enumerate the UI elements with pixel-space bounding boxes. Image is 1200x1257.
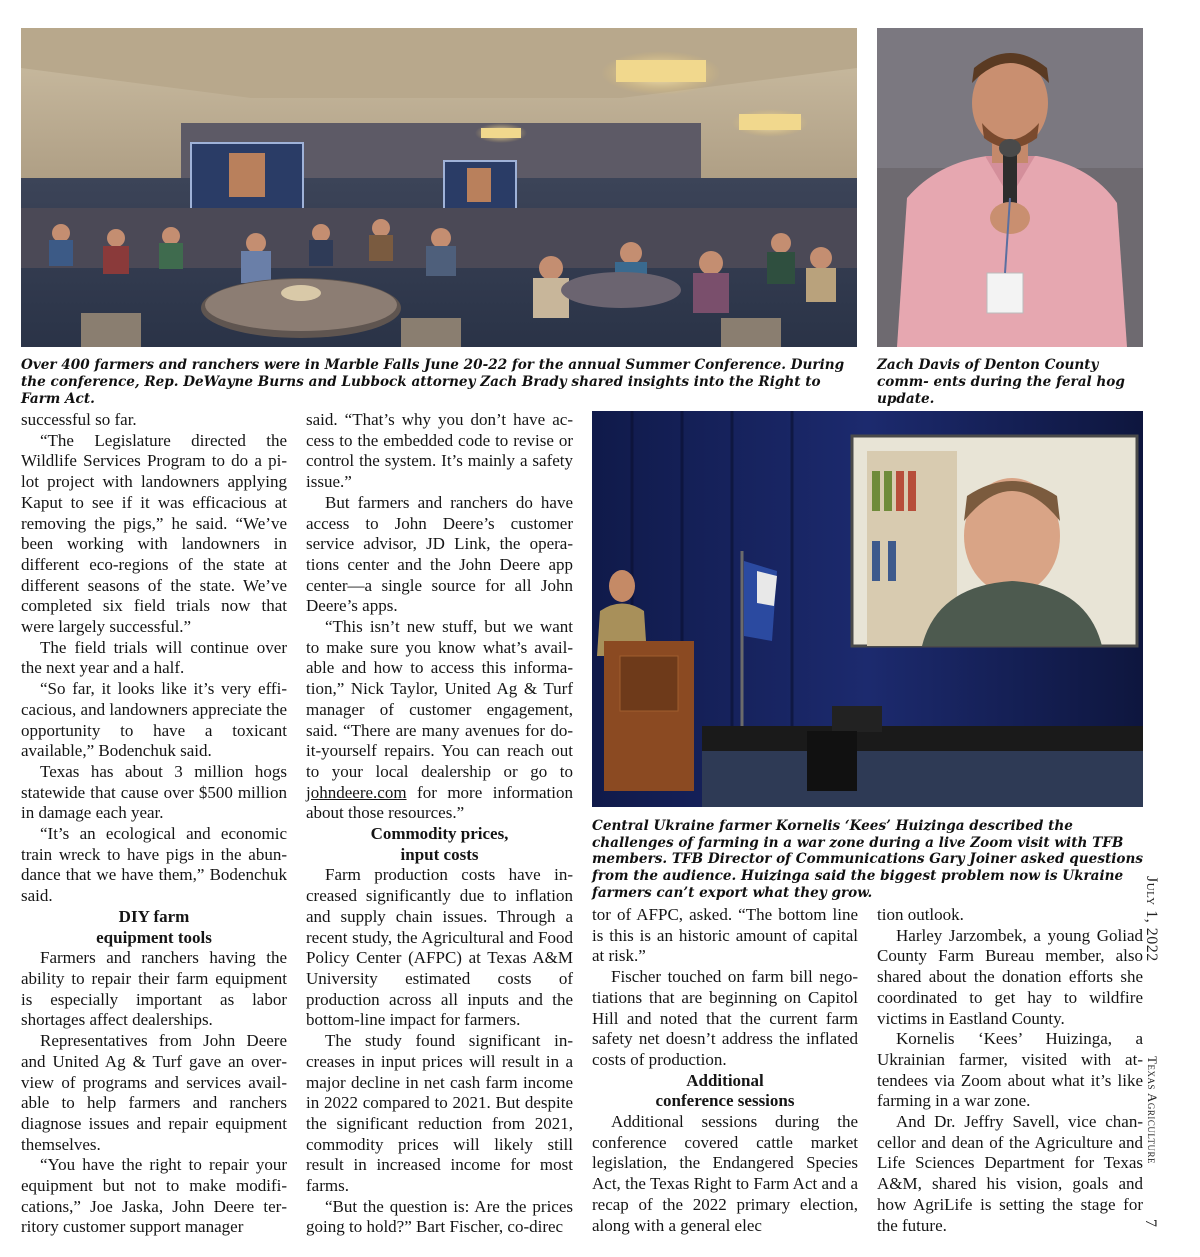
subheading-line: input costs xyxy=(400,844,479,864)
conference-hall-photo xyxy=(21,28,857,347)
ukraine-zoom-photo xyxy=(592,411,1143,807)
subheading-diy-farm xyxy=(21,907,287,948)
paragraph: successful so far. xyxy=(21,410,137,429)
issue-date: July 1, 2022 xyxy=(1143,876,1160,962)
paragraph-text: for more information about those resources.” xyxy=(306,782,574,823)
paragraph: “The Legislature directed the Wildlife Services Program to do a pilot project with landowners applying Kaput to see if it was efficacious at removing the pigs,” he said. “We’ve been working with landowners in different eco-regions of the state at different seasons of the state. We’ve completed six field trials now that were largely successful.” xyxy=(21,430,287,637)
subheading-line: equipment tools xyxy=(96,927,212,947)
johndeere-link[interactable]: johndeere.com xyxy=(306,782,407,802)
paragraph: Farmers and ranchers having the ability to repair their farm equipment is especially important as labor shortages affect dealerships. xyxy=(21,948,287,1030)
article-column-4 xyxy=(877,905,1143,1236)
article-column-2 xyxy=(306,410,573,1238)
subheading-line: conference sessions xyxy=(655,1091,795,1111)
subheading-line: DIY farm xyxy=(118,906,190,926)
paragraph: Farm production costs have increased significantly due to inflation and supply chain issues. Through a recent study, the Agricultural and Food Policy Center (AFPC) at Texas A&M University estimated costs of production across all inputs and the bottom-line impact for farmers. xyxy=(306,865,573,1030)
paragraph: Kornelis ‘Kees’ Huizinga, a Ukrainian farmer, visited with attendees via Zoom about what it’s like farming in a war zone. xyxy=(877,1029,1143,1111)
paragraph: And Dr. Jeffry Savell, vice chancellor and dean of the Agriculture and Life Sciences Department for Texas A&M, shared his vision, goals and how AgriLife is setting the stage for the future. xyxy=(877,1112,1143,1235)
paragraph: “So far, it looks like it’s very efficacious, and landowners appreciate the opportunity to have a toxicant available,” Bodenchuk said. xyxy=(21,679,287,761)
subheading-line: Additional xyxy=(686,1070,764,1090)
zach-davis-caption: Zach Davis of Denton County comm- ents during the feral hog update. xyxy=(877,357,1125,407)
publication-name: Texas Agriculture xyxy=(1145,1056,1160,1165)
paragraph-text: “This isn’t new stuff, but we want to make sure you know what’s available and how to access this information,” Nick Taylor, United Ag & Turf manager of customer engagement, said. “There are many avenues for do-it-yourself repairs. You can reach out to your local dealership or go to xyxy=(306,617,573,781)
paragraph: tor of AFPC, asked. “The bottom line is this is an historic amount of capital at risk.” xyxy=(592,905,858,966)
paragraph: tion outlook. xyxy=(877,905,964,924)
subheading-line: Commodity prices, xyxy=(370,824,509,844)
paragraph: But farmers and ranchers do have access to John Deere’s customer service advisor, JD Link, the operations center and the John Deere app center—a single source for all John Deere’s apps. xyxy=(306,492,573,616)
zach-davis-image xyxy=(877,28,1143,347)
article-column-1 xyxy=(21,410,287,1238)
paragraph: “But the question is: Are the prices going to hold?” Bart Fischer, co-direc xyxy=(306,1196,573,1237)
paragraph: The study found significant increases in input prices will result in a major decline in net cash farm income in 2022 compared to 2021. But despite the significant reduction from 2021, commodity prices will likely still result in increased income for most farms. xyxy=(306,1031,573,1196)
article-column-3 xyxy=(592,905,858,1236)
paragraph: Harley Jarzombek, a young Goliad County Farm Bureau member, also shared about the donation efforts she coordinated to get hay to wildfire victims in Eastland County. xyxy=(877,925,1143,1028)
ukraine-zoom-caption: Central Ukraine farmer Kornelis ‘Kees’ Huizinga described the challenges of farming in a war zone during a live Zoom visit with TFB members. TFB Director of Communications Gary Joiner asked questions from the audience. Huizinga said the biggest problem now is Ukraine farmers can’t export what they grow. xyxy=(592,818,1144,901)
paragraph: Texas has about 3 million hogs statewide that cause over $500 million in damage each year. xyxy=(21,761,287,823)
ukraine-zoom-image xyxy=(592,411,1143,807)
paragraph: Additional sessions during the conference covered cattle market legislation, the Endangered Species Act, the Texas Right to Farm Act and a recap of the 2022 primary election, along with a general elec xyxy=(592,1112,858,1235)
paragraph: Fischer touched on farm bill negotiations that are beginning on Capitol Hill and noted that the current farm safety net doesn’t address the inflated costs of production. xyxy=(592,967,858,1069)
paragraph: “You have the right to repair your equipment but not to make modifications,” Joe Jaska, John Deere territory customer support manager xyxy=(21,1155,287,1237)
paragraph xyxy=(306,617,573,824)
conference-hall-caption: Over 400 farmers and ranchers were in Marble Falls June 20-22 for the annual Summer Conference. During the conference, Rep. DeWayne Burns and Lubbock attorney Zach Brady shared insights into the Right to Farm Act. xyxy=(21,357,845,407)
paragraph: The field trials will continue over the next year and a half. xyxy=(21,637,287,678)
paragraph: Representatives from John Deere and United Ag & Turf gave an overview of programs and services available to help farmers and ranchers diagnose issues and repair equipment themselves. xyxy=(21,1031,287,1154)
page-number: 7 xyxy=(1142,1219,1159,1227)
conference-hall-image xyxy=(21,28,857,347)
subheading-commodity-prices xyxy=(306,824,573,865)
paragraph: “It’s an ecological and economic train wreck to have pigs in the abundance that we have them,” Bodenchuk said. xyxy=(21,824,287,906)
zach-davis-photo xyxy=(877,28,1143,347)
subheading-additional-sessions xyxy=(592,1071,858,1112)
paragraph: said. “That’s why you don’t have access to the embedded code to revise or control the system. It’s mainly a safety issue.” xyxy=(306,410,573,492)
